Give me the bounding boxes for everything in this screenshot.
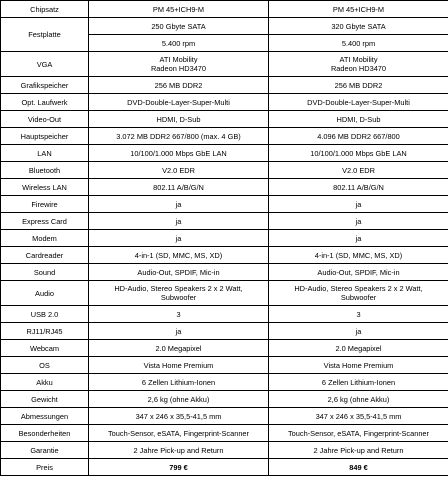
row-label: Modem xyxy=(1,230,89,247)
model-b-value: Audio-Out, SPDIF, Mic-in xyxy=(269,264,448,281)
model-a-value: 10/100/1.000 Mbps GbE LAN xyxy=(89,145,269,162)
model-b-value: 256 MB DDR2 xyxy=(269,77,448,94)
model-a-value: Vista Home Premium xyxy=(89,357,269,374)
row-label: Hauptspeicher xyxy=(1,128,89,145)
model-b-value: Touch-Sensor, eSATA, Fingerprint-Scanner xyxy=(269,425,448,442)
model-b-value: 347 x 246 x 35,5-41,5 mm xyxy=(269,408,448,425)
model-a-value: Touch-Sensor, eSATA, Fingerprint-Scanner xyxy=(89,425,269,442)
table-row xyxy=(1,247,448,264)
table-row xyxy=(1,281,448,306)
table-row xyxy=(1,323,448,340)
table-row xyxy=(1,213,448,230)
model-b-value: ja xyxy=(269,230,448,247)
row-label: Sound xyxy=(1,264,89,281)
price-model-a: 799 € xyxy=(89,459,269,476)
model-b-value: V2.0 EDR xyxy=(269,162,448,179)
table-row xyxy=(1,459,448,476)
model-b-value: 802.11 A/B/G/N xyxy=(269,179,448,196)
table-row xyxy=(1,391,448,408)
model-b-value: DVD-Double-Layer-Super-Multi xyxy=(269,94,448,111)
model-a-value: ja xyxy=(89,323,269,340)
row-label: Wireless LAN xyxy=(1,179,89,196)
model-a-value: 3.072 MB DDR2 667/800 (max. 4 GB) xyxy=(89,128,269,145)
model-a-value: 5.400 rpm xyxy=(89,35,269,52)
spec-table-body xyxy=(1,1,448,476)
row-label: Video-Out xyxy=(1,111,89,128)
row-label: USB 2.0 xyxy=(1,306,89,323)
model-b-value: ja xyxy=(269,323,448,340)
model-a-value: 2.0 Megapixel xyxy=(89,340,269,357)
model-b-value: 3 xyxy=(269,306,448,323)
model-a-value: ja xyxy=(89,230,269,247)
model-b-value: 2,6 kg (ohne Akku) xyxy=(269,391,448,408)
model-a-value: DVD-Double-Layer-Super-Multi xyxy=(89,94,269,111)
row-label: Firewire xyxy=(1,196,89,213)
row-label: Bluetooth xyxy=(1,162,89,179)
model-a-value: PM 45+ICH9-M xyxy=(89,1,269,18)
table-row xyxy=(1,94,448,111)
row-label: Akku xyxy=(1,374,89,391)
model-a-value: ja xyxy=(89,196,269,213)
row-label: Opt. Laufwerk xyxy=(1,94,89,111)
model-a-value: 4-in-1 (SD, MMC, MS, XD) xyxy=(89,247,269,264)
model-a-value: 802.11 A/B/G/N xyxy=(89,179,269,196)
model-b-value: Vista Home Premium xyxy=(269,357,448,374)
table-row xyxy=(1,52,448,77)
row-label: Cardreader xyxy=(1,247,89,264)
row-label: Preis xyxy=(1,459,89,476)
table-row xyxy=(1,162,448,179)
table-row xyxy=(1,230,448,247)
table-row xyxy=(1,264,448,281)
row-label: Besonderheiten xyxy=(1,425,89,442)
model-a-value: ATI Mobility Radeon HD3470 xyxy=(89,52,269,77)
model-a-value: 2 Jahre Pick-up and Return xyxy=(89,442,269,459)
table-row xyxy=(1,128,448,145)
table-row xyxy=(1,425,448,442)
model-a-value: V2.0 EDR xyxy=(89,162,269,179)
model-b-value: 4.096 MB DDR2 667/800 xyxy=(269,128,448,145)
model-a-value: 256 MB DDR2 xyxy=(89,77,269,94)
model-a-value: 250 Gbyte SATA xyxy=(89,18,269,35)
model-a-value: HD-Audio, Stereo Speakers 2 x 2 Watt, Subwoofer xyxy=(89,281,269,306)
table-row xyxy=(1,77,448,94)
model-a-value: 2,6 kg (ohne Akku) xyxy=(89,391,269,408)
model-b-value: 10/100/1.000 Mbps GbE LAN xyxy=(269,145,448,162)
row-label: RJ11/RJ45 xyxy=(1,323,89,340)
model-a-value: 6 Zellen Lithium-Ionen xyxy=(89,374,269,391)
row-label: Grafikspeicher xyxy=(1,77,89,94)
row-label: Audio xyxy=(1,281,89,306)
row-label: Gewicht xyxy=(1,391,89,408)
model-a-value: 3 xyxy=(89,306,269,323)
model-b-value: 6 Zellen Lithium-Ionen xyxy=(269,374,448,391)
table-row xyxy=(1,145,448,162)
model-b-value: 2.0 Megapixel xyxy=(269,340,448,357)
table-row xyxy=(1,306,448,323)
model-b-value: ATI Mobility Radeon HD3470 xyxy=(269,52,448,77)
model-b-value: ja xyxy=(269,213,448,230)
table-row xyxy=(1,196,448,213)
table-row xyxy=(1,179,448,196)
table-row xyxy=(1,340,448,357)
model-a-value: 347 x 246 x 35,5-41,5 mm xyxy=(89,408,269,425)
model-b-value: HDMI, D-Sub xyxy=(269,111,448,128)
table-row xyxy=(1,408,448,425)
model-a-value: ja xyxy=(89,213,269,230)
model-b-value: 2 Jahre Pick-up and Return xyxy=(269,442,448,459)
row-label: Express Card xyxy=(1,213,89,230)
row-label: Abmessungen xyxy=(1,408,89,425)
model-b-value: 320 Gbyte SATA xyxy=(269,18,448,35)
table-row xyxy=(1,1,448,18)
row-label: Webcam xyxy=(1,340,89,357)
row-label: VGA xyxy=(1,52,89,77)
row-label: OS xyxy=(1,357,89,374)
model-b-value: PM 45+ICH9-M xyxy=(269,1,448,18)
row-label: Chipsatz xyxy=(1,1,89,18)
model-a-value: Audio-Out, SPDIF, Mic-in xyxy=(89,264,269,281)
row-label: Garantie xyxy=(1,442,89,459)
table-row xyxy=(1,111,448,128)
table-row xyxy=(1,374,448,391)
table-row xyxy=(1,18,448,35)
model-b-value: HD-Audio, Stereo Speakers 2 x 2 Watt, Subwoofer xyxy=(269,281,448,306)
model-a-value: HDMI, D-Sub xyxy=(89,111,269,128)
model-b-value: ja xyxy=(269,196,448,213)
table-row xyxy=(1,442,448,459)
row-label: LAN xyxy=(1,145,89,162)
model-b-value: 4-in-1 (SD, MMC, MS, XD) xyxy=(269,247,448,264)
model-b-value: 5.400 rpm xyxy=(269,35,448,52)
row-label: Festplatte xyxy=(1,18,89,52)
table-row xyxy=(1,357,448,374)
price-model-b: 849 € xyxy=(269,459,448,476)
